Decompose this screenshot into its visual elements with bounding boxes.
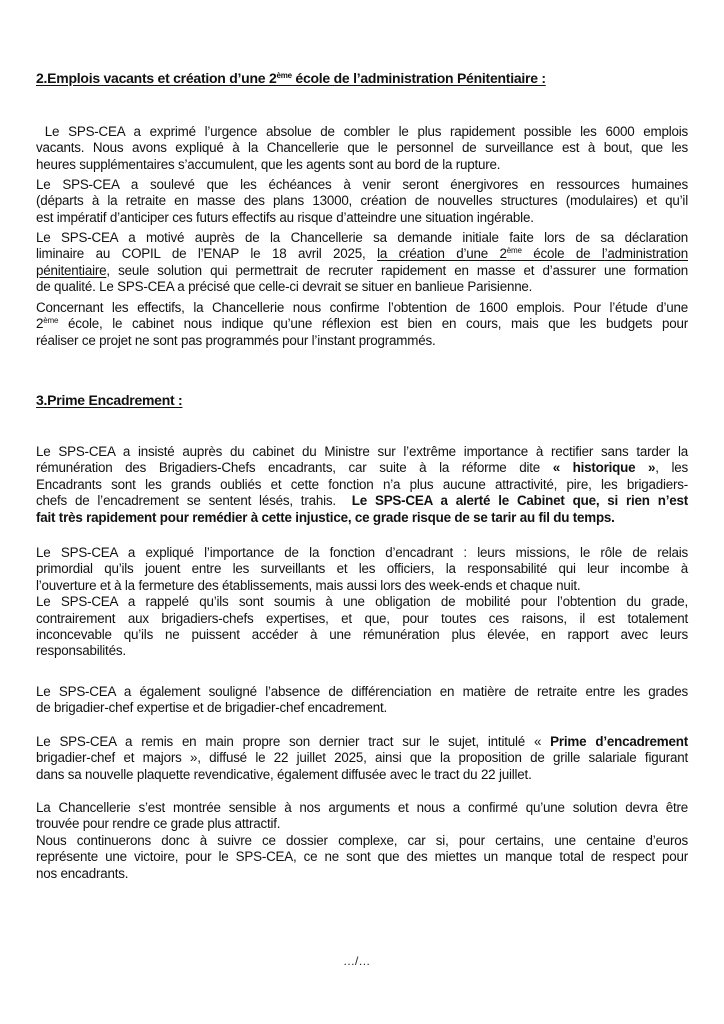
heading-text: école de l’administration Pénitentiaire : xyxy=(291,70,546,86)
underlined-text: pénitentiaire xyxy=(36,262,107,278)
text-line xyxy=(36,734,688,750)
text-line: l’ouverture et à la fermeture des établissements, mais aussi lors des week-ends et chaque nuit. xyxy=(36,577,581,593)
section-3-heading: 3.Prime Encadrement : xyxy=(36,392,183,408)
text-line: brigadier-chef et majors », diffusé le 22 juillet 2025, ainsi que la proposition de grille salariale figurant xyxy=(36,750,688,766)
text-line: vacants. Nous avons expliqué à la Chancellerie que le personnel de surveillance est à bout, que les xyxy=(36,140,688,156)
text-line: est impératif d’anticiper ces futurs effectifs au risque d’atteindre une situation ingérable. xyxy=(36,209,534,225)
text-line xyxy=(36,316,688,332)
text-line xyxy=(36,493,688,509)
text-run: liminaire au COPIL de l’ENAP le 18 avril 2025, xyxy=(36,246,378,262)
underlined-text xyxy=(377,246,688,261)
text-line: La Chancellerie s’est montrée sensible à nos arguments et nous a confirmé qu’une solution devra être xyxy=(36,800,688,815)
text-line: (départs à la retraite en masse des plans 13000, création de nouvelles structures (modulaires) et qu’il xyxy=(36,193,688,209)
text-line xyxy=(36,460,688,476)
superscript: ème xyxy=(506,246,522,256)
text-run: école, le cabinet nous indique qu’une réflexion est bien en cours, mais que les budgets pour xyxy=(58,316,688,332)
continuation-marker: …/… xyxy=(343,954,371,968)
text-line: responsabilités. xyxy=(36,643,126,659)
text-line: Encadrants sont les grands oubliés et cette fonction n’a plus aucune attractivité, pire, les brigadiers- xyxy=(36,476,688,492)
text-line: Le SPS-CEA a expliqué l’importance de la fonction d’encadrant : leurs missions, le rôle de relais xyxy=(36,545,688,560)
text-run: 2 xyxy=(36,316,44,332)
text-line: Le SPS-CEA a également souligné l’absence de différenciation en matière de retraite entre les grades xyxy=(36,684,688,699)
paragraph-staffing xyxy=(36,300,688,349)
paragraph-vacant-jobs xyxy=(36,124,688,173)
text-line xyxy=(36,246,688,262)
text-line: trouvée pour rendre ce grade plus attractif. xyxy=(36,816,281,832)
text-line: contrairement aux brigadiers-chefs expertises, et que, pour toutes ces raisons, il est totalement xyxy=(36,610,688,626)
text-run: la création d’une 2 xyxy=(377,246,507,262)
paragraph-encadrant-role xyxy=(36,545,688,660)
text-line: primordial qu’ils jouent entre les surveillants et les officiers, la responsabilité qui leur incombe à xyxy=(36,561,688,577)
heading-text: 2.Emplois vacants et création d’une 2 xyxy=(36,70,277,86)
paragraph-conclusion xyxy=(36,800,688,882)
superscript: ème xyxy=(43,316,59,326)
bold-text-line: fait très rapidement pour remédier à cette injustice, ce grade risque de se tarir au fil du temps. xyxy=(36,509,615,525)
paragraph-tract xyxy=(36,734,688,783)
text-line: heures supplémentaires s’accumulent, que les agents sont au bord de la rupture. xyxy=(36,156,501,172)
text-line: Concernant les effectifs, la Chancellerie nous confirme l’obtention de 1600 emplois. Pour l’étude d’une xyxy=(36,300,688,315)
text-line: nos encadrants. xyxy=(36,865,129,881)
text-line: Le SPS-CEA a rappelé qu’ils sont soumis à une obligation de mobilité pour l’obtention du grade, xyxy=(36,594,688,610)
superscript: ème xyxy=(276,71,292,80)
text-line: Le SPS-CEA a insisté auprès du cabinet du Ministre sur l’extrême importance à rectifier sans tarder la xyxy=(36,444,688,459)
paragraph-second-school-request xyxy=(36,230,688,296)
text-line: de brigadier-chef expertise et de brigadier-chef encadrement. xyxy=(36,700,388,716)
text-line: Le SPS-CEA a exprimé l’urgence absolue de combler le plus rapidement possible les 6000 emplois xyxy=(36,124,688,139)
text-run: , les xyxy=(655,460,689,476)
text-run: Le SPS-CEA a remis en main propre son dernier tract sur le sujet, intitulé « xyxy=(36,734,551,749)
paragraph-hr-needs xyxy=(36,177,688,226)
text-line: Le SPS-CEA a motivé auprès de la Chancellerie sa demande initiale faite lors de sa déclaration xyxy=(36,230,688,245)
section-2-heading xyxy=(36,70,546,86)
text-line: dans sa nouvelle plaquette revendicative, également diffusée avec le tract du 22 juillet. xyxy=(36,766,532,782)
text-line: Le SPS-CEA a soulevé que les échéances à venir seront énergivores en ressources humaines xyxy=(36,177,688,192)
text-run: chefs de l’encadrement se sentent lésés, trahis. xyxy=(36,493,352,509)
text-line: inconcevable qu’ils ne puissent accéder à une rémunération plus élevée, en rapport avec leurs xyxy=(36,627,688,643)
text-run: école de l’administration xyxy=(521,246,688,262)
text-line: Nous continuerons donc à suivre ce dossier complexe, car si, pour certains, une centaine d’euros xyxy=(36,832,688,848)
text-line: réaliser ce projet ne sont pas programmés pour l’instant programmés. xyxy=(36,332,436,348)
text-run: , seule solution qui permettrait de recruter rapidement en masse et d’assurer une formation xyxy=(106,262,688,278)
text-line: représente une victoire, pour le SPS-CEA, ce ne sont que des miettes un manque total de respect pour xyxy=(36,849,688,865)
bold-text: « historique » xyxy=(552,460,656,476)
bold-text: Le SPS-CEA a alerté le Cabinet que, si rien n’est xyxy=(351,493,688,509)
bold-text: Prime d’encadrement xyxy=(550,734,688,749)
text-line xyxy=(36,263,688,279)
text-line: de qualité. Le SPS-CEA a précisé que celle-ci devrait se situer en banlieue Parisienne. xyxy=(36,279,533,295)
text-run: rémunération des Brigadiers-Chefs encadrants, car suite à la réforme dite xyxy=(36,460,553,476)
paragraph-prime-encadrement xyxy=(36,444,688,526)
paragraph-retirement xyxy=(36,684,688,717)
